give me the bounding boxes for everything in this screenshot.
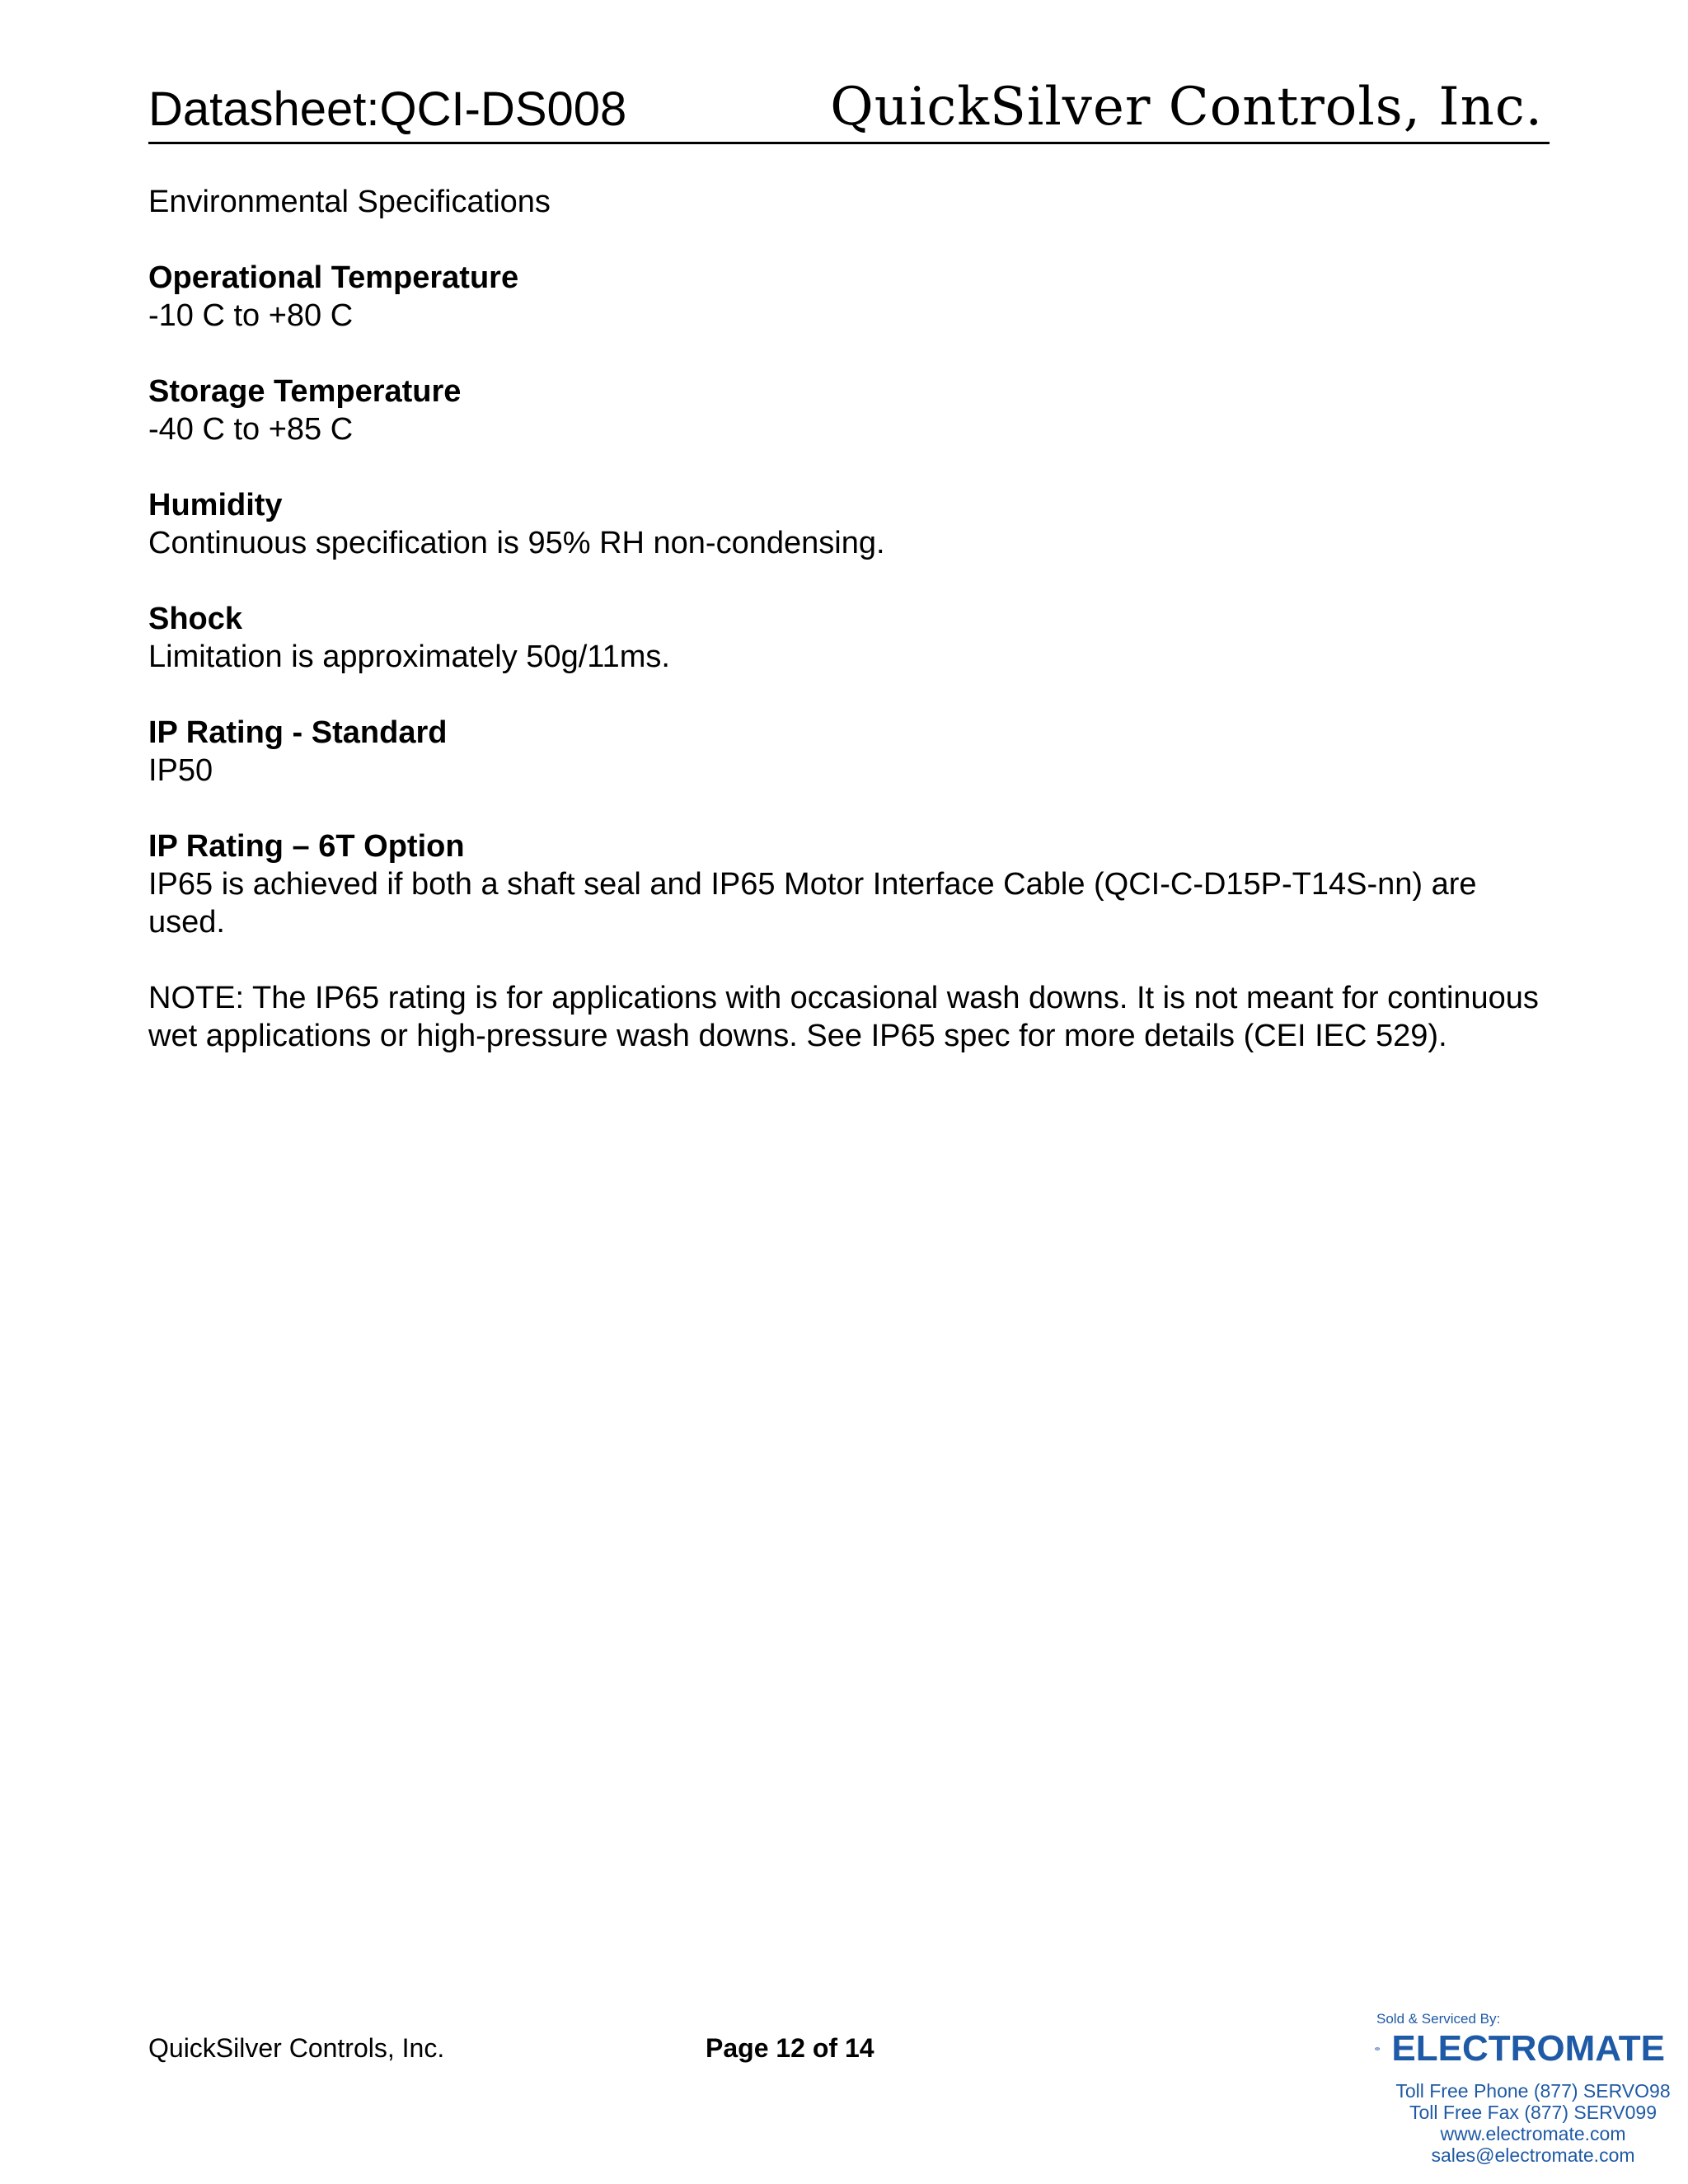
section-title: Environmental Specifications [148, 185, 551, 219]
page-number: Page 12 of 14 [706, 2033, 874, 2063]
spec-storage-temperature [148, 373, 1550, 448]
spec-title: IP Rating - Standard [148, 715, 448, 750]
electromate-logo-icon [1375, 2032, 1380, 2066]
spec-ip-rating-standard [148, 714, 1550, 790]
company-header: QuickSilver Controls, Inc. [830, 77, 1543, 138]
datasheet-id: Datasheet:QCI-DS008 [148, 82, 627, 136]
spec-value: -40 C to +85 C [148, 412, 354, 447]
spec-humidity [148, 486, 1550, 562]
footer-company: QuickSilver Controls, Inc. [148, 2033, 445, 2063]
seller-name: ELECTROMATE [1391, 2028, 1665, 2069]
spec-title: Storage Temperature [148, 374, 462, 409]
document-body [148, 183, 1550, 1055]
spec-operational-temperature [148, 259, 1550, 335]
spec-value: IP50 [148, 753, 213, 788]
seller-email-link[interactable]: sales@electromate.com [1431, 2144, 1635, 2166]
spec-shock [148, 600, 1550, 676]
spec-value: IP65 is achieved if both a shaft seal and IP65 Motor Interface Cable (QCI-C-D15P-T14S-nn) are used. [148, 867, 1477, 940]
seller-brand [1375, 2029, 1665, 2069]
spec-title: Humidity [148, 488, 283, 523]
seller-phone: Toll Free Phone (877) SERVO98 [1395, 2080, 1671, 2102]
spec-title: Shock [148, 602, 243, 636]
spec-title: Operational Temperature [148, 260, 519, 295]
seller-website-link[interactable]: www.electromate.com [1440, 2123, 1626, 2144]
sold-by-label: Sold & Serviced By: [1376, 2011, 1501, 2027]
seller-fax: Toll Free Fax (877) SERV099 [1409, 2102, 1657, 2123]
ip65-note: NOTE: The IP65 rating is for applications with occasional wash downs. It is not meant for continuous wet applications or high-pressure wash downs. See IP65 spec for more details (CEI IEC 529). [148, 981, 1539, 1053]
spec-ip-rating-6t-option [148, 827, 1550, 941]
seller-contact [1385, 2080, 1681, 2166]
seller-block [1352, 2011, 1671, 2166]
spec-value: Continuous specification is 95% RH non-condensing. [148, 526, 885, 560]
spec-value: -10 C to +80 C [148, 298, 354, 333]
spec-value: Limitation is approximately 50g/11ms. [148, 640, 670, 674]
page-header [148, 74, 1550, 144]
spec-title: IP Rating – 6T Option [148, 829, 465, 864]
